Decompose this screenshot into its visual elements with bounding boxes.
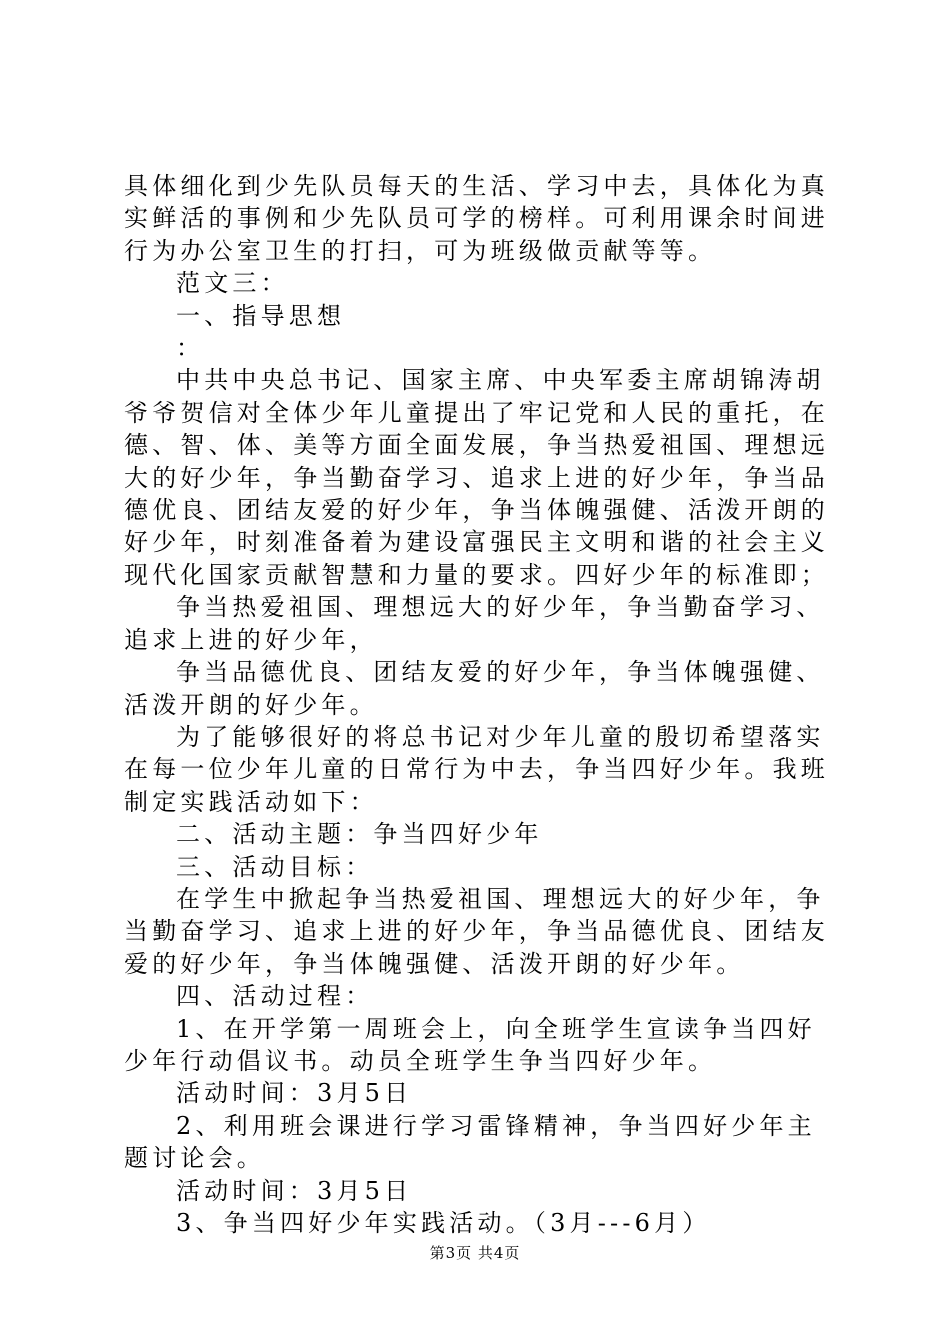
section-heading-guiding-thought: 一、指导思想 xyxy=(176,301,346,330)
paragraph-intro-continuation: 具体细化到少先队员每天的生活、学习中去，具体化为真实鲜活的事例和少先队员可学的榜样。可利用课余时间进行为办公室卫生的打扫，可为班级做贡献等等。 xyxy=(124,172,829,265)
page-number-footer: 第3页 共4页 xyxy=(429,1244,521,1262)
paragraph-colon: ： xyxy=(176,334,205,363)
paragraph-standard-two: 争当品德优良、团结友爱的好少年，争当体魄强健、活泼开朗的好少年。 xyxy=(124,658,825,719)
section-heading-activity-process: 四、活动过程： xyxy=(176,982,374,1011)
paragraph-activity-goal-body: 在学生中掀起争当热爱祖国、理想远大的好少年，争当勤奋学习、追求上进的好少年，争当品德优良、团结友爱的好少年，争当体魄强健、活泼开朗的好少年。 xyxy=(124,884,829,978)
paragraph-process-step-two: 2、利用班会课进行学习雷锋精神，争当四好少年主题讨论会。 xyxy=(124,1111,816,1173)
paragraph-activity-time-two: 活动时间：3月5日 xyxy=(176,1176,413,1205)
paragraph-sample-three-heading: 范文三： xyxy=(176,269,289,298)
document-body xyxy=(124,170,844,1239)
paragraph-process-step-one: 1、在开学第一周班会上，向全班学生宣读争当四好少年行动倡议书。动员全班学生争当四好少年。 xyxy=(124,1014,816,1075)
paragraph-activity-time-one: 活动时间：3月5日 xyxy=(176,1079,413,1108)
section-heading-activity-theme: 二、活动主题：争当四好少年 xyxy=(176,820,543,849)
paragraph-standard-one: 争当热爱祖国、理想远大的好少年，争当勤奋学习、追求上进的好少年， xyxy=(124,593,825,654)
section-heading-activity-goal: 三、活动目标： xyxy=(176,852,374,881)
paragraph-process-step-three: 3、争当四好少年实践活动。（3月---6月） xyxy=(176,1209,711,1237)
paragraph-purpose: 为了能够很好的将总书记对少年儿童的殷切希望落实在每一位少年儿童的日常行为中去，争当四好少年。我班制定实践活动如下： xyxy=(124,722,829,816)
paragraph-guiding-thought-body: 中共中央总书记、国家主席、中央军委主席胡锦涛胡爷爷贺信对全体少年儿童提出了牢记党和人民的重托，在德、智、体、美等方面全面发展，争当热爱祖国、理想远大的好少年，争当勤奋学习、追求上进的好少年，争当品德优良、团结友爱的好少年，争当体魄强健、活泼开朗的好少年，时刻准备着为建设富强民主文明和谐的社会主义现代化国家贡献智慧和力量的要求。四好少年的标准即； xyxy=(124,366,829,589)
